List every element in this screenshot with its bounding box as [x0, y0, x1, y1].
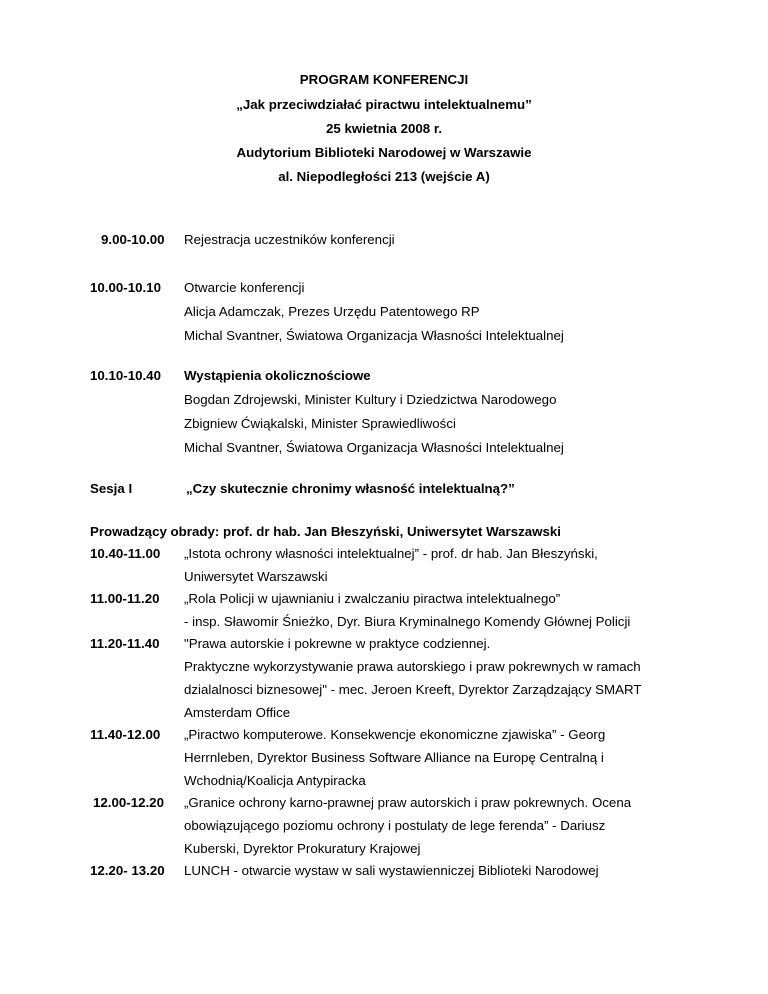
speaker: Bogdan Zdrojewski, Minister Kultury i Dziedzictwa Narodowego — [184, 392, 557, 407]
session-moderator: Prowadzący obrady: prof. dr hab. Jan Błeszyński, Uniwersytet Warszawski — [90, 524, 561, 539]
talk-line: „Istota ochrony własności intelektualnej” - prof. dr hab. Jan Błeszyński, — [184, 546, 598, 561]
speaker: Michal Svantner, Światowa Organizacja Własności Intelektualnej — [184, 328, 564, 343]
talk-line: Kuberski, Dyrektor Prokuratury Krajowej — [184, 841, 421, 856]
agenda-item: Rejestracja uczestników konferencji — [184, 232, 395, 247]
time-slot: 11.00-11.20 — [90, 591, 160, 606]
talk-line: „Rola Policji w ujawnianiu i zwalczaniu piractwa intelektualnego” — [184, 591, 561, 606]
talk-line: Praktyczne wykorzystywanie prawa autorskiego i praw pokrewnych w ramach — [184, 659, 641, 674]
conference-subtitle: „Jak przeciwdziałać piractwu intelektualnemu” — [236, 97, 532, 112]
talk-line: obowiązującego poziomu ochrony i postulaty de lege ferenda” - Dariusz — [184, 818, 606, 833]
time-slot: 10.10-10.40 — [90, 368, 161, 383]
talk-line: Amsterdam Office — [184, 705, 291, 720]
session-label: Sesja I — [90, 481, 133, 496]
speaker: Michal Svantner, Światowa Organizacja Własności Intelektualnej — [184, 440, 564, 455]
talk-line: Herrnleben, Dyrektor Business Software Alliance na Europę Centralną i — [184, 750, 604, 765]
session-title: „Czy skutecznie chronimy własność intelektualną?” — [186, 481, 515, 496]
talk-line: "Prawa autorskie i pokrewne w praktyce codziennej. — [184, 636, 491, 651]
agenda-item-title: Wystąpienia okolicznościowe — [184, 368, 371, 383]
agenda-item-title: Otwarcie konferencji — [184, 280, 305, 295]
talk-line: „Piractwo komputerowe. Konsekwencje ekonomiczne zjawiska” - Georg — [184, 727, 606, 742]
speaker: Zbigniew Ćwiąkalski, Minister Sprawiedliwości — [184, 416, 456, 431]
talk-line: LUNCH - otwarcie wystaw w sali wystawienniczej Biblioteki Narodowej — [184, 863, 599, 878]
time-slot: 10.00-10.10 — [90, 280, 161, 295]
talk-line: „Granice ochrony karno-prawnej praw autorskich i praw pokrewnych. Ocena — [184, 795, 632, 810]
conference-date: 25 kwietnia 2008 r. — [325, 121, 443, 136]
time-slot: 12.00-12.20 — [93, 795, 164, 810]
time-slot: 10.40-11.00 — [90, 546, 161, 561]
conference-address: al. Niepodległości 213 (wejście A) — [278, 169, 490, 184]
time-slot: 11.20-11.40 — [90, 636, 160, 651]
talk-line: Wchodnią/Koalicja Antypiracka — [184, 773, 366, 788]
talk-line: - insp. Sławomir Śnieżko, Dyr. Biura Kryminalnego Komendy Głównej Policji — [184, 614, 631, 629]
time-slot: 11.40-12.00 — [90, 727, 161, 742]
page-title: PROGRAM KONFERENCJI — [299, 72, 469, 87]
time-slot: 9.00-10.00 — [101, 232, 165, 247]
time-slot: 12.20- 13.20 — [90, 863, 165, 878]
talk-line: Uniwersytet Warszawski — [184, 569, 328, 584]
conference-venue: Audytorium Biblioteki Narodowej w Warszawie — [236, 145, 532, 160]
talk-line: dzialalnosci biznesowej" - mec. Jeroen Kreeft, Dyrektor Zarządzający SMART — [184, 682, 642, 697]
speaker: Alicja Adamczak, Prezes Urzędu Patentowego RP — [184, 304, 480, 319]
